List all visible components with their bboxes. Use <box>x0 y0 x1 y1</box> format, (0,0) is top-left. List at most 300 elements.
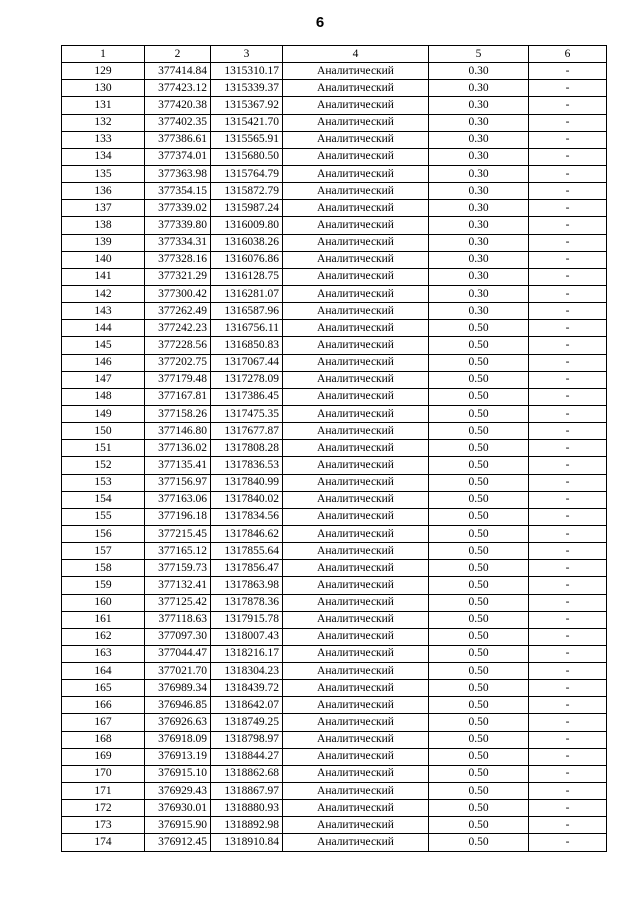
method-cell: Аналитический <box>283 525 429 542</box>
accuracy-cell: 0.50 <box>429 371 529 388</box>
point-number-cell: 143 <box>62 303 145 320</box>
point-number-cell: 135 <box>62 165 145 182</box>
table-body <box>62 63 607 851</box>
x-coordinate-cell: 376946.85 <box>145 697 211 714</box>
accuracy-cell: 0.30 <box>429 217 529 234</box>
y-coordinate-cell: 1317840.02 <box>211 491 283 508</box>
accuracy-cell: 0.50 <box>429 543 529 560</box>
point-number-cell: 130 <box>62 80 145 97</box>
method-cell: Аналитический <box>283 577 429 594</box>
method-cell: Аналитический <box>283 165 429 182</box>
note-cell: - <box>529 697 607 714</box>
table-row <box>62 645 607 662</box>
point-number-cell: 168 <box>62 731 145 748</box>
y-coordinate-cell: 1316281.07 <box>211 285 283 302</box>
table-header-row <box>62 46 607 63</box>
method-cell: Аналитический <box>283 645 429 662</box>
x-coordinate-cell: 376929.43 <box>145 783 211 800</box>
table-row <box>62 200 607 217</box>
accuracy-cell: 0.50 <box>429 834 529 851</box>
x-coordinate-cell: 377158.26 <box>145 405 211 422</box>
accuracy-cell: 0.30 <box>429 234 529 251</box>
accuracy-cell: 0.50 <box>429 645 529 662</box>
table-row <box>62 834 607 851</box>
method-cell: Аналитический <box>283 440 429 457</box>
y-coordinate-cell: 1317846.62 <box>211 525 283 542</box>
note-cell: - <box>529 474 607 491</box>
method-cell: Аналитический <box>283 97 429 114</box>
point-number-cell: 166 <box>62 697 145 714</box>
accuracy-cell: 0.50 <box>429 560 529 577</box>
point-number-cell: 140 <box>62 251 145 268</box>
y-coordinate-cell: 1317836.53 <box>211 457 283 474</box>
accuracy-cell: 0.50 <box>429 680 529 697</box>
method-cell: Аналитический <box>283 748 429 765</box>
y-coordinate-cell: 1317278.09 <box>211 371 283 388</box>
note-cell: - <box>529 508 607 525</box>
note-cell: - <box>529 525 607 542</box>
y-coordinate-cell: 1318844.27 <box>211 748 283 765</box>
note-cell: - <box>529 731 607 748</box>
table-row <box>62 491 607 508</box>
point-number-cell: 141 <box>62 268 145 285</box>
table-row <box>62 183 607 200</box>
method-cell: Аналитический <box>283 388 429 405</box>
accuracy-cell: 0.30 <box>429 131 529 148</box>
y-coordinate-cell: 1317475.35 <box>211 405 283 422</box>
note-cell: - <box>529 714 607 731</box>
method-cell: Аналитический <box>283 594 429 611</box>
point-number-cell: 160 <box>62 594 145 611</box>
y-coordinate-cell: 1317878.36 <box>211 594 283 611</box>
x-coordinate-cell: 377262.49 <box>145 303 211 320</box>
table-row <box>62 525 607 542</box>
y-coordinate-cell: 1317915.78 <box>211 611 283 628</box>
y-coordinate-cell: 1315421.70 <box>211 114 283 131</box>
x-coordinate-cell: 377156.97 <box>145 474 211 491</box>
table-row <box>62 371 607 388</box>
point-number-cell: 156 <box>62 525 145 542</box>
x-coordinate-cell: 377202.75 <box>145 354 211 371</box>
method-cell: Аналитический <box>283 800 429 817</box>
accuracy-cell: 0.50 <box>429 765 529 782</box>
x-coordinate-cell: 377414.84 <box>145 63 211 80</box>
note-cell: - <box>529 251 607 268</box>
note-cell: - <box>529 783 607 800</box>
table-row <box>62 560 607 577</box>
accuracy-cell: 0.30 <box>429 303 529 320</box>
point-number-cell: 161 <box>62 611 145 628</box>
method-cell: Аналитический <box>283 285 429 302</box>
y-coordinate-cell: 1315764.79 <box>211 165 283 182</box>
point-number-cell: 152 <box>62 457 145 474</box>
point-number-cell: 148 <box>62 388 145 405</box>
table-row <box>62 800 607 817</box>
note-cell: - <box>529 371 607 388</box>
accuracy-cell: 0.50 <box>429 405 529 422</box>
y-coordinate-cell: 1315872.79 <box>211 183 283 200</box>
accuracy-cell: 0.50 <box>429 457 529 474</box>
x-coordinate-cell: 376930.01 <box>145 800 211 817</box>
point-number-cell: 146 <box>62 354 145 371</box>
accuracy-cell: 0.30 <box>429 200 529 217</box>
accuracy-cell: 0.30 <box>429 114 529 131</box>
note-cell: - <box>529 680 607 697</box>
point-number-cell: 158 <box>62 560 145 577</box>
method-cell: Аналитический <box>283 697 429 714</box>
method-cell: Аналитический <box>283 611 429 628</box>
y-coordinate-cell: 1315680.50 <box>211 148 283 165</box>
note-cell: - <box>529 114 607 131</box>
note-cell: - <box>529 320 607 337</box>
method-cell: Аналитический <box>283 80 429 97</box>
note-cell: - <box>529 560 607 577</box>
note-cell: - <box>529 611 607 628</box>
method-cell: Аналитический <box>283 320 429 337</box>
method-cell: Аналитический <box>283 217 429 234</box>
note-cell: - <box>529 628 607 645</box>
accuracy-cell: 0.30 <box>429 285 529 302</box>
x-coordinate-cell: 377132.41 <box>145 577 211 594</box>
point-number-cell: 142 <box>62 285 145 302</box>
x-coordinate-cell: 377242.23 <box>145 320 211 337</box>
method-cell: Аналитический <box>283 268 429 285</box>
y-coordinate-cell: 1316076.86 <box>211 251 283 268</box>
x-coordinate-cell: 377402.35 <box>145 114 211 131</box>
note-cell: - <box>529 131 607 148</box>
accuracy-cell: 0.50 <box>429 800 529 817</box>
y-coordinate-cell: 1316756.11 <box>211 320 283 337</box>
accuracy-cell: 0.50 <box>429 388 529 405</box>
x-coordinate-cell: 377136.02 <box>145 440 211 457</box>
y-coordinate-cell: 1317386.45 <box>211 388 283 405</box>
note-cell: - <box>529 183 607 200</box>
table-row <box>62 697 607 714</box>
x-coordinate-cell: 377125.42 <box>145 594 211 611</box>
x-coordinate-cell: 377215.45 <box>145 525 211 542</box>
accuracy-cell: 0.30 <box>429 80 529 97</box>
point-number-cell: 144 <box>62 320 145 337</box>
note-cell: - <box>529 577 607 594</box>
y-coordinate-cell: 1318910.84 <box>211 834 283 851</box>
y-coordinate-cell: 1318892.98 <box>211 817 283 834</box>
note-cell: - <box>529 800 607 817</box>
table-row <box>62 268 607 285</box>
coordinates-table <box>61 45 607 852</box>
note-cell: - <box>529 354 607 371</box>
y-coordinate-cell: 1317834.56 <box>211 508 283 525</box>
note-cell: - <box>529 80 607 97</box>
x-coordinate-cell: 376989.34 <box>145 680 211 697</box>
note-cell: - <box>529 594 607 611</box>
accuracy-cell: 0.30 <box>429 148 529 165</box>
point-number-cell: 163 <box>62 645 145 662</box>
accuracy-cell: 0.50 <box>429 491 529 508</box>
accuracy-cell: 0.30 <box>429 268 529 285</box>
accuracy-cell: 0.50 <box>429 508 529 525</box>
accuracy-cell: 0.50 <box>429 611 529 628</box>
table-row <box>62 680 607 697</box>
x-coordinate-cell: 377021.70 <box>145 663 211 680</box>
x-coordinate-cell: 377339.80 <box>145 217 211 234</box>
x-coordinate-cell: 376918.09 <box>145 731 211 748</box>
y-coordinate-cell: 1315339.37 <box>211 80 283 97</box>
method-cell: Аналитический <box>283 251 429 268</box>
accuracy-cell: 0.50 <box>429 817 529 834</box>
y-coordinate-cell: 1317677.87 <box>211 423 283 440</box>
note-cell: - <box>529 97 607 114</box>
table-row <box>62 423 607 440</box>
table-row <box>62 337 607 354</box>
x-coordinate-cell: 377300.42 <box>145 285 211 302</box>
y-coordinate-cell: 1318439.72 <box>211 680 283 697</box>
note-cell: - <box>529 148 607 165</box>
table-row <box>62 234 607 251</box>
y-coordinate-cell: 1317067.44 <box>211 354 283 371</box>
y-coordinate-cell: 1317856.47 <box>211 560 283 577</box>
note-cell: - <box>529 388 607 405</box>
note-cell: - <box>529 748 607 765</box>
y-coordinate-cell: 1315367.92 <box>211 97 283 114</box>
note-cell: - <box>529 663 607 680</box>
y-coordinate-cell: 1316850.83 <box>211 337 283 354</box>
y-coordinate-cell: 1318304.23 <box>211 663 283 680</box>
accuracy-cell: 0.30 <box>429 165 529 182</box>
point-number-cell: 139 <box>62 234 145 251</box>
method-cell: Аналитический <box>283 834 429 851</box>
point-number-cell: 170 <box>62 765 145 782</box>
point-number-cell: 165 <box>62 680 145 697</box>
table-row <box>62 577 607 594</box>
y-coordinate-cell: 1318749.25 <box>211 714 283 731</box>
note-cell: - <box>529 440 607 457</box>
point-number-cell: 133 <box>62 131 145 148</box>
point-number-cell: 136 <box>62 183 145 200</box>
accuracy-cell: 0.50 <box>429 663 529 680</box>
note-cell: - <box>529 165 607 182</box>
method-cell: Аналитический <box>283 508 429 525</box>
x-coordinate-cell: 377328.16 <box>145 251 211 268</box>
note-cell: - <box>529 423 607 440</box>
method-cell: Аналитический <box>283 183 429 200</box>
column-header: 2 <box>145 46 211 63</box>
y-coordinate-cell: 1316587.96 <box>211 303 283 320</box>
accuracy-cell: 0.30 <box>429 251 529 268</box>
point-number-cell: 171 <box>62 783 145 800</box>
point-number-cell: 169 <box>62 748 145 765</box>
method-cell: Аналитический <box>283 131 429 148</box>
point-number-cell: 129 <box>62 63 145 80</box>
accuracy-cell: 0.50 <box>429 440 529 457</box>
table-row <box>62 114 607 131</box>
y-coordinate-cell: 1315565.91 <box>211 131 283 148</box>
point-number-cell: 150 <box>62 423 145 440</box>
method-cell: Аналитический <box>283 474 429 491</box>
point-number-cell: 172 <box>62 800 145 817</box>
table-row <box>62 440 607 457</box>
method-cell: Аналитический <box>283 337 429 354</box>
x-coordinate-cell: 377420.38 <box>145 97 211 114</box>
table-row <box>62 131 607 148</box>
x-coordinate-cell: 377165.12 <box>145 543 211 560</box>
table-row <box>62 148 607 165</box>
table-row <box>62 817 607 834</box>
note-cell: - <box>529 457 607 474</box>
method-cell: Аналитический <box>283 783 429 800</box>
point-number-cell: 173 <box>62 817 145 834</box>
accuracy-cell: 0.50 <box>429 320 529 337</box>
note-cell: - <box>529 285 607 302</box>
page-number: 6 <box>315 14 325 31</box>
note-cell: - <box>529 817 607 834</box>
point-number-cell: 137 <box>62 200 145 217</box>
accuracy-cell: 0.50 <box>429 354 529 371</box>
y-coordinate-cell: 1318642.07 <box>211 697 283 714</box>
method-cell: Аналитический <box>283 354 429 371</box>
point-number-cell: 167 <box>62 714 145 731</box>
table-row <box>62 663 607 680</box>
note-cell: - <box>529 303 607 320</box>
y-coordinate-cell: 1315987.24 <box>211 200 283 217</box>
point-number-cell: 155 <box>62 508 145 525</box>
point-number-cell: 153 <box>62 474 145 491</box>
point-number-cell: 131 <box>62 97 145 114</box>
point-number-cell: 151 <box>62 440 145 457</box>
accuracy-cell: 0.50 <box>429 748 529 765</box>
y-coordinate-cell: 1318862.68 <box>211 765 283 782</box>
y-coordinate-cell: 1317855.64 <box>211 543 283 560</box>
method-cell: Аналитический <box>283 731 429 748</box>
x-coordinate-cell: 377146.80 <box>145 423 211 440</box>
method-cell: Аналитический <box>283 543 429 560</box>
method-cell: Аналитический <box>283 423 429 440</box>
method-cell: Аналитический <box>283 63 429 80</box>
x-coordinate-cell: 377097.30 <box>145 628 211 645</box>
table-row <box>62 714 607 731</box>
x-coordinate-cell: 377228.56 <box>145 337 211 354</box>
method-cell: Аналитический <box>283 148 429 165</box>
x-coordinate-cell: 377163.06 <box>145 491 211 508</box>
note-cell: - <box>529 405 607 422</box>
x-coordinate-cell: 376915.90 <box>145 817 211 834</box>
table-row <box>62 611 607 628</box>
method-cell: Аналитический <box>283 405 429 422</box>
table-row <box>62 354 607 371</box>
x-coordinate-cell: 376913.19 <box>145 748 211 765</box>
method-cell: Аналитический <box>283 200 429 217</box>
accuracy-cell: 0.50 <box>429 423 529 440</box>
x-coordinate-cell: 377321.29 <box>145 268 211 285</box>
note-cell: - <box>529 268 607 285</box>
note-cell: - <box>529 765 607 782</box>
x-coordinate-cell: 377423.12 <box>145 80 211 97</box>
y-coordinate-cell: 1316009.80 <box>211 217 283 234</box>
y-coordinate-cell: 1317808.28 <box>211 440 283 457</box>
point-number-cell: 164 <box>62 663 145 680</box>
accuracy-cell: 0.50 <box>429 697 529 714</box>
x-coordinate-cell: 377118.63 <box>145 611 211 628</box>
y-coordinate-cell: 1318007.43 <box>211 628 283 645</box>
x-coordinate-cell: 377334.31 <box>145 234 211 251</box>
y-coordinate-cell: 1315310.17 <box>211 63 283 80</box>
x-coordinate-cell: 376926.63 <box>145 714 211 731</box>
table-row <box>62 320 607 337</box>
x-coordinate-cell: 376912.45 <box>145 834 211 851</box>
x-coordinate-cell: 377135.41 <box>145 457 211 474</box>
point-number-cell: 132 <box>62 114 145 131</box>
y-coordinate-cell: 1318798.97 <box>211 731 283 748</box>
method-cell: Аналитический <box>283 457 429 474</box>
note-cell: - <box>529 234 607 251</box>
x-coordinate-cell: 377159.73 <box>145 560 211 577</box>
accuracy-cell: 0.50 <box>429 783 529 800</box>
method-cell: Аналитический <box>283 817 429 834</box>
point-number-cell: 162 <box>62 628 145 645</box>
table-row <box>62 80 607 97</box>
column-header: 5 <box>429 46 529 63</box>
method-cell: Аналитический <box>283 628 429 645</box>
table-row <box>62 251 607 268</box>
note-cell: - <box>529 63 607 80</box>
x-coordinate-cell: 376915.10 <box>145 765 211 782</box>
x-coordinate-cell: 377339.02 <box>145 200 211 217</box>
table-row <box>62 508 607 525</box>
table-row <box>62 457 607 474</box>
method-cell: Аналитический <box>283 303 429 320</box>
point-number-cell: 157 <box>62 543 145 560</box>
accuracy-cell: 0.50 <box>429 731 529 748</box>
accuracy-cell: 0.30 <box>429 97 529 114</box>
accuracy-cell: 0.50 <box>429 525 529 542</box>
column-header: 1 <box>62 46 145 63</box>
method-cell: Аналитический <box>283 663 429 680</box>
method-cell: Аналитический <box>283 234 429 251</box>
method-cell: Аналитический <box>283 765 429 782</box>
table-row <box>62 474 607 491</box>
method-cell: Аналитический <box>283 491 429 508</box>
note-cell: - <box>529 543 607 560</box>
y-coordinate-cell: 1318867.97 <box>211 783 283 800</box>
x-coordinate-cell: 377354.15 <box>145 183 211 200</box>
table-row <box>62 765 607 782</box>
table-row <box>62 303 607 320</box>
table-row <box>62 405 607 422</box>
accuracy-cell: 0.50 <box>429 714 529 731</box>
point-number-cell: 147 <box>62 371 145 388</box>
table-row <box>62 165 607 182</box>
table-row <box>62 731 607 748</box>
accuracy-cell: 0.30 <box>429 63 529 80</box>
note-cell: - <box>529 200 607 217</box>
table-row <box>62 594 607 611</box>
y-coordinate-cell: 1318880.93 <box>211 800 283 817</box>
table-row <box>62 217 607 234</box>
x-coordinate-cell: 377179.48 <box>145 371 211 388</box>
note-cell: - <box>529 491 607 508</box>
x-coordinate-cell: 377386.61 <box>145 131 211 148</box>
accuracy-cell: 0.50 <box>429 474 529 491</box>
table-row <box>62 543 607 560</box>
accuracy-cell: 0.50 <box>429 577 529 594</box>
table-row <box>62 748 607 765</box>
column-header: 4 <box>283 46 429 63</box>
note-cell: - <box>529 217 607 234</box>
y-coordinate-cell: 1316038.26 <box>211 234 283 251</box>
note-cell: - <box>529 645 607 662</box>
y-coordinate-cell: 1317840.99 <box>211 474 283 491</box>
accuracy-cell: 0.50 <box>429 594 529 611</box>
x-coordinate-cell: 377374.01 <box>145 148 211 165</box>
